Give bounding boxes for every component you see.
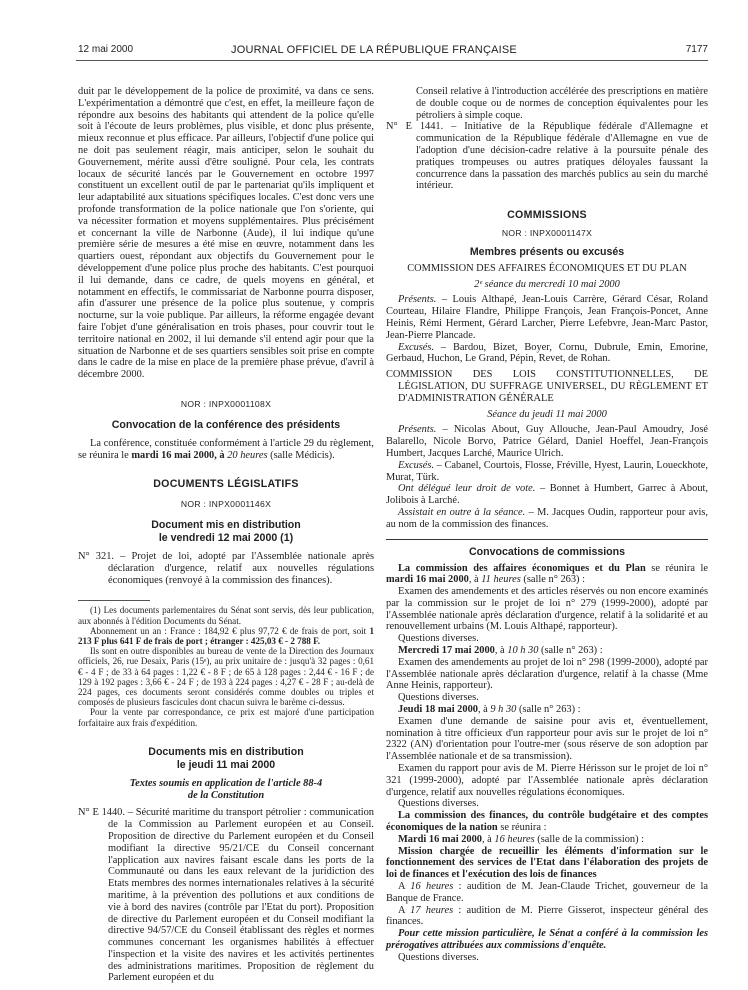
agenda-item: A 17 heures : audition de M. Pierre Gisserot, inspecteur général des finances.: [386, 904, 708, 928]
commissions-heading: COMMISSIONS: [507, 209, 587, 222]
documents-distribution-heading: Documents mis en distribution le jeudi 11 mai 2000: [148, 745, 304, 771]
questions-diverses: Questions diverses.: [398, 692, 479, 704]
seance-date: 2ᵉ séance du mercredi 10 mai 2000: [474, 278, 620, 290]
document-321: N° 321. – Projet de loi, adopté par l'Assemblée nationale après déclaration d'urgence, relatif aux nouvelles régulations économiques (renvoyé à la commission des finances).: [78, 550, 374, 586]
header-title: JOURNAL OFFICIEL DE LA RÉPUBLIQUE FRANÇAISE: [231, 44, 517, 56]
questions-diverses: Questions diverses.: [398, 633, 479, 645]
excuses-list: Excusés. – Bardou, Bizet, Boyer, Cornu, Dubrule, Emin, Emorine, Gerbaud, Huchon, Le Grand, Pépin, Revet, de Rohan.: [386, 341, 708, 365]
agenda-date: Jeudi 18 mai 2000, à 9 h 30 (salle n° 263) :: [398, 704, 581, 716]
textes-soumis-heading: Textes soumis en application de l'article 88-4 de la Constitution: [129, 777, 323, 801]
left-column: [78, 86, 374, 984]
header-page-number: 7177: [685, 44, 708, 55]
document-e1441: N° E 1441. – Initiative de la République fédérale d'Allemagne et communication de la République fédérale d'Allemagne en vue de l'adoption d'une décision-cadre relative à la poursuite pénale des pratiques trompeuses ou autres pratiques déloyales faussant la concurrence dans la passation des marchés publics au sein du marché intérieur.: [386, 121, 708, 192]
nor-reference: NOR : INPX0001108X: [180, 398, 272, 409]
right-column: [386, 86, 708, 964]
commission-lois-title: COMMISSION DES LOIS CONSTITUTIONNELLES, DE LÉGISLATION, DU SUFFRAGE UNIVERSEL, DU RÈGLEMENT ET D'ADMINISTRATION GÉNÉRALE: [386, 369, 708, 404]
document-distribution-heading: Document mis en distribution le vendredi 12 mai 2000 (1): [151, 518, 301, 544]
presents-list: Présents. – Nicolas About, Guy Allouche, Jean-Paul Amoudry, José Balarello, Nicole Borvo, Patrice Gélard, Daniel Hoeffel, Jean-François Humbert, Jacques Larché, Maurice Ulrich.: [386, 424, 708, 459]
agenda-item: Examen d'une demande de saisine pour avis et, éventuellement, nomination à titre officieux d'un rapporteur pour avis sur le projet de loi n° 2322 (AN) d'orientation pour l'outre-mer (sous réserve de son adoption par l'Assemblée nationale et de sa transmission).: [386, 715, 708, 763]
presents-list: Présents. – Louis Althapé, Jean-Louis Carrère, Gérard César, Roland Courteau, Hilaire Flandre, Philippe François, Jean François-Poncet, Anne Heinis, Rémi Herment, Gérard Larcher, Pierre Lefebvre, Jean-Marc Pastor, Jean-Pierre Plancade.: [386, 294, 708, 341]
agenda-item: Examen des amendements au projet de loi n° 298 (1999-2000), adopté par l'Assemblée nationale après déclaration d'urgence, relatif à la chasse (Mme Anne Heinis, rapporteur).: [386, 656, 708, 692]
questions-diverses: Questions diverses.: [398, 951, 479, 963]
footnote-rule: [78, 600, 150, 601]
convocation-heading: Convocation de la conférence des présidents: [111, 418, 341, 431]
documents-legislatifs-heading: DOCUMENTS LÉGISLATIFS: [153, 478, 299, 491]
delegation-list: Ont délégué leur droit de vote. – Bonnet à Humbert, Garrec à About, Jolibois à Larché.: [386, 483, 709, 507]
footnote-1: (1) Les documents parlementaires du Sénat sont servis, dès leur publication, aux abonnés à l'édition Documents du Sénat.: [78, 605, 374, 626]
footnote-subscription: Abonnement un an : France : 184,92 € plus 97,72 € de frais de port, soit 1 213 F plus 641 F de frais de port ; étranger : 425,03 € - 2 788 F.: [78, 625, 374, 646]
convocations-heading: Convocations de commissions: [469, 545, 625, 558]
footnote-prices: Ils sont en outre disponibles au bureau de vente de la Direction des Journaux officiels, 26, rue Desaix, Paris (15ᵉ), au prix unitaire de : jusqu'à 32 pages : 0,61 € - 4 F ; de 33 à 64 pages : 1,22 € - 8 F ; de 65 à 128 pages : 2,44 € - 16 F ; de 129 à 192 pages : 3,66 € - 24 F ; de 193 à 224 pages : 4,27 € - 28 F ; au-delà de 224 pages, ces documents seront considérés comme doubles ou triples et composés de plusieurs fascicules dont chacun suivra le barème ci-dessus.: [78, 646, 374, 708]
agenda-item: A 16 heures : audition de M. Jean-Claude Trichet, gouverneur de la Banque de France.: [386, 881, 708, 904]
assistait-list: Assistait en outre à la séance. – M. Jacques Oudin, rapporteur pour avis, au nom de la commission des finances.: [386, 506, 708, 530]
seance-date: Séance du jeudi 11 mai 2000: [487, 408, 607, 420]
cae-convocation: La commission des affaires économiques et du Plan se réunira le mardi 16 mai 2000, à 11 heures (salle n° 263) :: [386, 562, 708, 586]
header-date: 12 mai 2000: [78, 44, 134, 55]
agenda-date: Mercredi 17 mai 2000, à 10 h 30 (salle n° 263) :: [398, 645, 603, 657]
agenda-item: Examen du rapport pour avis de M. Pierre Hérisson sur le projet de loi n° 321 (1999-2000), adopté par l'Assemblée nationale après déclaration d'urgence, relatif aux nouvelles régulations économiques.: [386, 763, 708, 798]
membres-heading: Membres présents ou excusés: [469, 245, 625, 258]
nor-reference: NOR : INPX0001147X: [501, 227, 593, 238]
agenda-date: Mardi 16 mai 2000, à 16 heures (salle de la commission) :: [398, 833, 645, 845]
finances-convocation: La commission des finances, du contrôle budgétaire et des comptes économiques de la nation se réunira :: [386, 810, 708, 834]
nor-reference: NOR : INPX0001146X: [180, 499, 272, 510]
mission-title: Mission chargée de recueillir les éléments d'information sur le fonctionnement des services de l'Etat dans l'élaboration des projets de loi de finances et l'exécution des lois de finances: [386, 845, 708, 881]
footnote-shipping: Pour la vente par correspondance, ce prix est majoré d'une participation forfaitaire aux frais d'expédition.: [78, 707, 374, 728]
excuses-list: Excusés. – Cabanel, Courtois, Flosse, Fréville, Hyest, Laurin, Loueckhote, Murat, Türk.: [386, 459, 708, 483]
mission-note: Pour cette mission particulière, le Sénat a conféré à la commission les prérogatives attribuées aux commissions d'enquête.: [386, 928, 708, 951]
intro-paragraph: duit par le développement de la police de proximité, va dans ce sens. L'expérimentation a démontré que c'est, en effet, la meilleure façon de répondre aux besoins des habitants qui attendent de la police qu'elle soit à l'écoute de leurs problèmes, plus visible, et donc plus présente, mieux reconnue et plus efficace. Par ailleurs, l'objectif d'une police qui ne doit pas seulement réagir, mais anticiper, selon le souhait du Gouvernement, mérite aussi d'être souligné. Pour cela, les contrats locaux de sécurité lancés par le Gouvernement en octobre 1997 constituent un excellent outil de par le partenariat qu'ils impliquent et leur adaptabilité aux situations spécifiques locales. C'est donc vers une profonde transformation de la police nationale que l'on s'oriente, qui va nécessiter formation et moyens supplémentaires. Plus précisément et concernant la ville de Narbonne (Aude), il lui indique qu'une première série de mesures a été mise en œuvre, notamment dans les quartiers ouest, répondant aux objectifs du Gouvernement pour le développement d'une police plus proche des habitants. C'est pourquoi il lui demande, dans ce cadre, de quels moyens en général, et notamment en effectifs, le commissariat de Narbonne pourra disposer, afin d'assurer une présence de la police plus soutenue, y compris nocturne, sur la voie publique. Par ailleurs, la réforme engagée devant faire l'objet d'une généralisation en trois phases, pour couvrir tout le territoire national en 2002, il lui demande s'il entend agir pour que la situation de Narbonne et de ses quartiers sensibles soit prise en compte dans le cadre de la mise en place de la première phase prévue, d'avril à décembre 2000.: [78, 86, 374, 381]
convocation-paragraph: La conférence, constituée conformément à l'article 29 du règlement, se réunira le mardi 16 mai 2000, à 20 heures (salle Médicis).: [78, 437, 374, 461]
document-e1440-continued: Conseil relative à l'introduction accélérée des prescriptions en matière de double coque ou de normes de conception équivalentes pour les pétroliers à simple coque.: [416, 86, 708, 121]
questions-diverses: Questions diverses.: [398, 798, 479, 810]
header-rule: [76, 60, 708, 61]
commission-affaires-economiques-title: COMMISSION DES AFFAIRES ÉCONOMIQUES ET DU PLAN: [407, 262, 687, 274]
agenda-item: Examen des amendements et des articles réservés ou non encore examinés par la commission sur le projet de loi n° 279 (1999-2000), adopté par l'Assemblée nationale après déclaration d'urgence, relatif à la solidarité et au renouvellement urbains (M. Louis Althapé, rapporteur).: [386, 586, 708, 633]
document-e1440: N° E 1440. – Sécurité maritime du transport pétrolier : communication de la Commission au Parlement européen et au Conseil. Proposition de directive du Parlement européen et du Conseil modifiant la directive 95/21/CE du Conseil concernant l'application aux navires faisant escale dans les ports de la Communauté ou dans les eaux relevant de la juridiction des Etats membres des normes internationales relatives à la sécurité maritime, à la prévention des pollutions et aux conditions de vie à bord des navires (contrôle par l'Etat du port). Proposition de directive du Parlement européen et du Conseil modifiant la directive 94/57/CE du Conseil établissant des règles et normes communes concernant les organismes habilités à effectuer l'inspection et la visite des navires et les activités pertinentes des administrations maritimes. Proposition de règlement du Parlement européen et du: [78, 807, 374, 984]
